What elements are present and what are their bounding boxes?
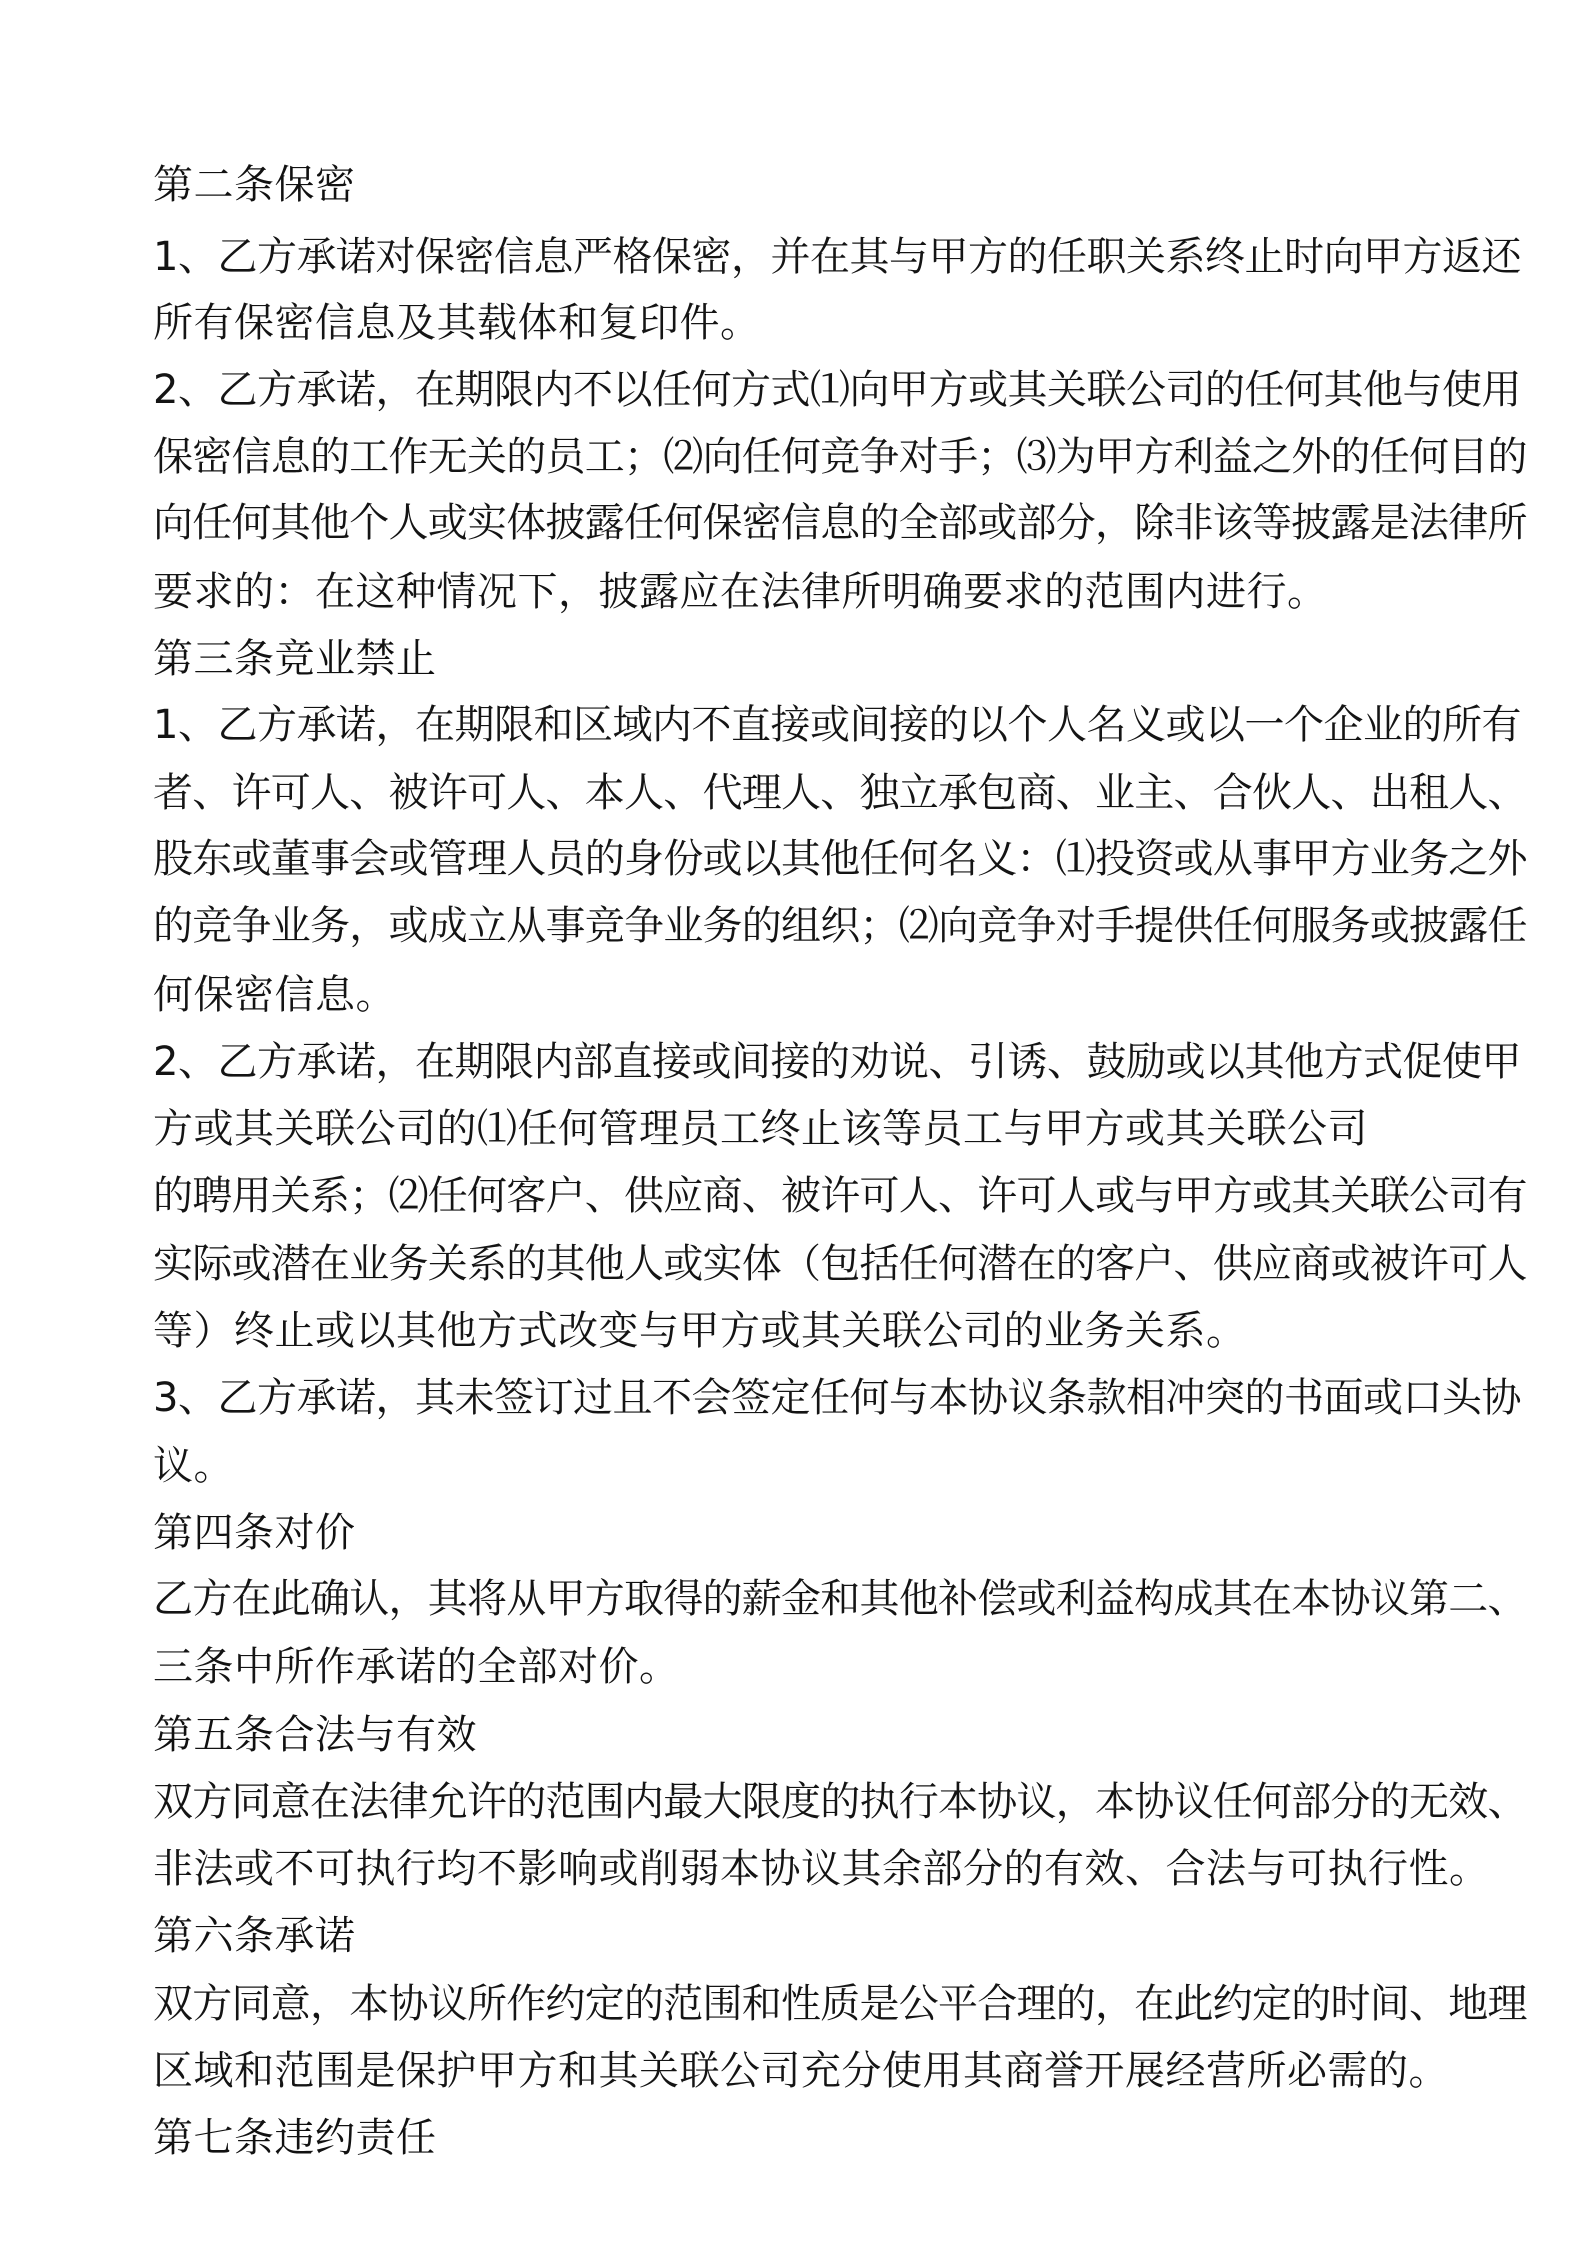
paragraph-line: 等）终止或以其他方式改变与甲方或其关联公司的业务关系。	[153, 1308, 1247, 1354]
paragraph-line: 2、乙方承诺，在期限内不以任何方式⑴向甲方或其关联公司的任何其他与使用	[153, 367, 1521, 413]
section-heading-3: 第三条竞业禁止	[153, 636, 437, 682]
paragraph-line: 保密信息的工作无关的员工；⑵向任何竞争对手；⑶为甲方利益之外的任何目的	[153, 434, 1527, 480]
paragraph-line: 3、乙方承诺，其未签订过且不会签定任何与本协议条款相冲突的书面或口头协	[153, 1375, 1521, 1421]
paragraph-line: 的竞争业务，或成立从事竞争业务的组织；⑵向竞争对手提供任何服务或披露任	[153, 903, 1527, 949]
section-heading-6: 第六条承诺	[153, 1913, 356, 1959]
section-heading-4: 第四条对价	[153, 1510, 356, 1556]
paragraph-line: 双方同意，本协议所作约定的范围和性质是公平合理的，在此约定的时间、地理	[153, 1981, 1527, 2027]
paragraph-line: 的聘用关系；⑵任何客户、供应商、被许可人、许可人或与甲方或其关联公司有	[153, 1173, 1527, 1219]
paragraph-line: 何保密信息。	[153, 972, 396, 1018]
paragraph-line: 股东或董事会或管理人员的身份或以其他任何名义：⑴投资或从事甲方业务之外	[153, 836, 1527, 882]
paragraph-line: 者、许可人、被许可人、本人、代理人、独立承包商、业主、合伙人、出租人、	[153, 770, 1527, 816]
paragraph-line: 三条中所作承诺的全部对价。	[153, 1644, 680, 1690]
paragraph-line: 要求的：在这种情况下，披露应在法律所明确要求的范围内进行。	[153, 569, 1328, 615]
paragraph-line: 议。	[153, 1443, 234, 1489]
paragraph-line: 双方同意在法律允许的范围内最大限度的执行本协议，本协议任何部分的无效、	[153, 1779, 1527, 1825]
section-heading-2: 第二条保密	[153, 162, 356, 208]
section-heading-5: 第五条合法与有效	[153, 1712, 477, 1758]
paragraph-line: 1、乙方承诺对保密信息严格保密，并在其与甲方的任职关系终止时向甲方返还	[153, 234, 1521, 280]
paragraph-line: 2、乙方承诺，在期限内部直接或间接的劝说、引诱、鼓励或以其他方式促使甲	[153, 1039, 1521, 1085]
paragraph-line: 1、乙方承诺，在期限和区域内不直接或间接的以个人名义或以一个企业的所有	[153, 702, 1521, 748]
paragraph-line: 区域和范围是保护甲方和其关联公司充分使用其商誉开展经营所必需的。	[153, 2048, 1449, 2094]
paragraph-line: 向任何其他个人或实体披露任何保密信息的全部或部分，除非该等披露是法律所	[153, 500, 1527, 546]
section-heading-7: 第七条违约责任	[153, 2115, 437, 2161]
paragraph-line: 非法或不可执行均不影响或削弱本协议其余部分的有效、合法与可执行性。	[153, 1846, 1490, 1892]
paragraph-line: 方或其关联公司的⑴任何管理员工终止该等员工与甲方或其关联公司	[153, 1106, 1368, 1152]
paragraph-line: 所有保密信息及其载体和复印件。	[153, 300, 761, 346]
paragraph-line: 乙方在此确认，其将从甲方取得的薪金和其他补偿或利益构成其在本协议第二、	[153, 1576, 1527, 1622]
paragraph-line: 实际或潜在业务关系的其他人或实体（包括任何潜在的客户、供应商或被许可人	[153, 1241, 1527, 1287]
